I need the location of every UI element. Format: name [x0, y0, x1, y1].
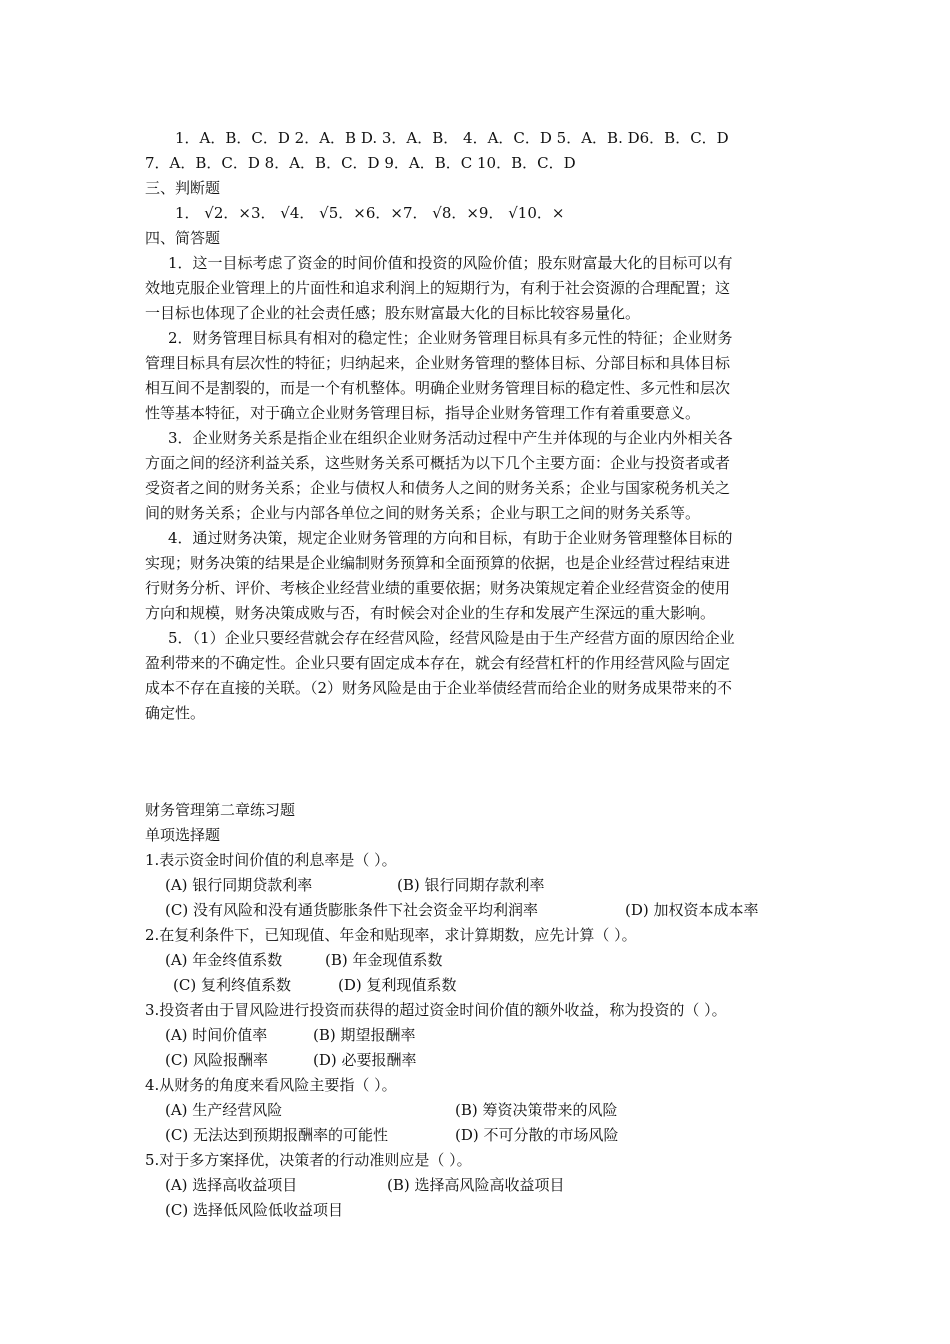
short-answer-line: 4．通过财务决策，规定企业财务管理的方向和目标，有助于企业财务管理整体目标的	[168, 529, 733, 547]
option-a: (A) 选择高收益项目	[165, 1176, 298, 1194]
short-answer-line: 确定性。	[145, 704, 206, 722]
short-answer-line: 管理目标具有层次性的特征；归纳起来，企业财务管理的整体目标、分部目标和具体目标	[145, 354, 731, 372]
option-c: (C) 风险报酬率	[165, 1051, 268, 1069]
short-answer-line: 性等基本特征，对于确立企业财务管理目标，指导企业财务管理工作有着重要意义。	[145, 404, 701, 422]
option-c: (C) 复利终值系数	[173, 976, 291, 994]
short-answer-line: 1．这一目标考虑了资金的时间价值和投资的风险价值；股东财富最大化的目标可以有	[168, 254, 733, 272]
short-answer-line: 盈利带来的不确定性。企业只要有固定成本存在，就会有经营杠杆的作用经营风险与固定	[145, 654, 731, 672]
short-answer-line: 间的财务关系；企业与内部各单位之间的财务关系；企业与职工之间的财务关系等。	[145, 504, 701, 522]
short-answer-line: 3．企业财务关系是指企业在组织企业财务活动过程中产生并体现的与企业内外相关各	[168, 429, 733, 447]
option-d: (D) 必要报酬率	[313, 1051, 417, 1069]
option-d: (D) 加权资本成本率	[625, 901, 759, 919]
option-c: (C) 选择低风险低收益项目	[165, 1201, 343, 1219]
judge-heading: 三、判断题	[145, 179, 221, 197]
option-a: (A) 时间价值率	[165, 1026, 268, 1044]
short-answer-line: 方向和规模，财务决策成败与否，有时候会对企业的生存和发展产生深远的重大影响。	[145, 604, 716, 622]
option-b: (B) 筹资决策带来的风险	[455, 1101, 618, 1119]
short-answer-line: 方面之间的经济利益关系，这些财务关系可概括为以下几个主要方面：企业与投资者或者	[145, 454, 731, 472]
option-d: (D) 复利现值系数	[338, 976, 457, 994]
multi-choice-answers-line-2: 7．A．B．C．D 8．A．B．C．D 9．A．B．C 10．B．C．D	[145, 154, 576, 172]
short-answer-heading: 四、简答题	[145, 229, 221, 247]
option-c: (C) 无法达到预期报酬率的可能性	[165, 1126, 388, 1144]
option-b: (B) 期望报酬率	[313, 1026, 416, 1044]
short-answer-line: 5．（1）企业只要经营就会存在经营风险，经营风险是由于生产经营方面的原因给企业	[168, 629, 735, 647]
option-b: (B) 银行同期存款利率	[397, 876, 545, 894]
short-answer-line: 一目标也体现了企业的社会责任感；股东财富最大化的目标比较容易量化。	[145, 304, 641, 322]
question-3-stem: 3.投资者由于冒风险进行投资而获得的超过资金时间价值的额外收益，称为投资的（ ）。	[145, 1001, 727, 1019]
short-answer-line: 相互间不是割裂的，而是一个有机整体。明确企业财务管理目标的稳定性、多元性和层次	[145, 379, 731, 397]
short-answer-line: 行财务分析、评价、考核企业经营业绩的重要依据；财务决策规定着企业经营资金的使用	[145, 579, 731, 597]
short-answer-line: 实现；财务决策的结果是企业编制财务预算和全面预算的依据，也是企业经营过程结束进	[145, 554, 731, 572]
option-a: (A) 年金终值系数	[165, 951, 283, 969]
multi-choice-answers-line-1: 1．A．B．C．D 2．A．B D. 3．A．B． 4．A．C．D 5．A．B. D6．B．C．D	[175, 129, 729, 147]
section-heading: 单项选择题	[145, 826, 221, 844]
option-a: (A) 生产经营风险	[165, 1101, 283, 1119]
short-answer-line: 效地克服企业管理上的片面性和追求利润上的短期行为，有利于社会资源的合理配置；这	[145, 279, 731, 297]
option-b: (B) 选择高风险高收益项目	[387, 1176, 565, 1194]
short-answer-line: 成本不存在直接的关联。（2）财务风险是由于企业举债经营而给企业的财务成果带来的不	[145, 679, 733, 697]
question-1-stem: 1.表示资金时间价值的利息率是（ ）。	[145, 851, 397, 869]
question-4-stem: 4.从财务的角度来看风险主要指（ ）。	[145, 1076, 397, 1094]
short-answer-line: 受资者之间的财务关系；企业与债权人和债务人之间的财务关系；企业与国家税务机关之	[145, 479, 731, 497]
judge-answers: 1． √2．×3． √4． √5．×6．×7． √8．×9． √10．×	[175, 204, 565, 222]
option-c: (C) 没有风险和没有通货膨胀条件下社会资金平均利润率	[165, 901, 538, 919]
question-5-stem: 5.对于多方案择优，决策者的行动准则应是（ ）。	[145, 1151, 472, 1169]
chapter-title: 财务管理第二章练习题	[145, 801, 296, 819]
short-answer-line: 2．财务管理目标具有相对的稳定性；企业财务管理目标具有多元性的特征；企业财务	[168, 329, 733, 347]
option-b: (B) 年金现值系数	[325, 951, 443, 969]
option-a: (A) 银行同期贷款利率	[165, 876, 313, 894]
question-2-stem: 2.在复利条件下，已知现值、年金和贴现率，求计算期数，应先计算（ ）。	[145, 926, 637, 944]
option-d: (D) 不可分散的市场风险	[455, 1126, 619, 1144]
